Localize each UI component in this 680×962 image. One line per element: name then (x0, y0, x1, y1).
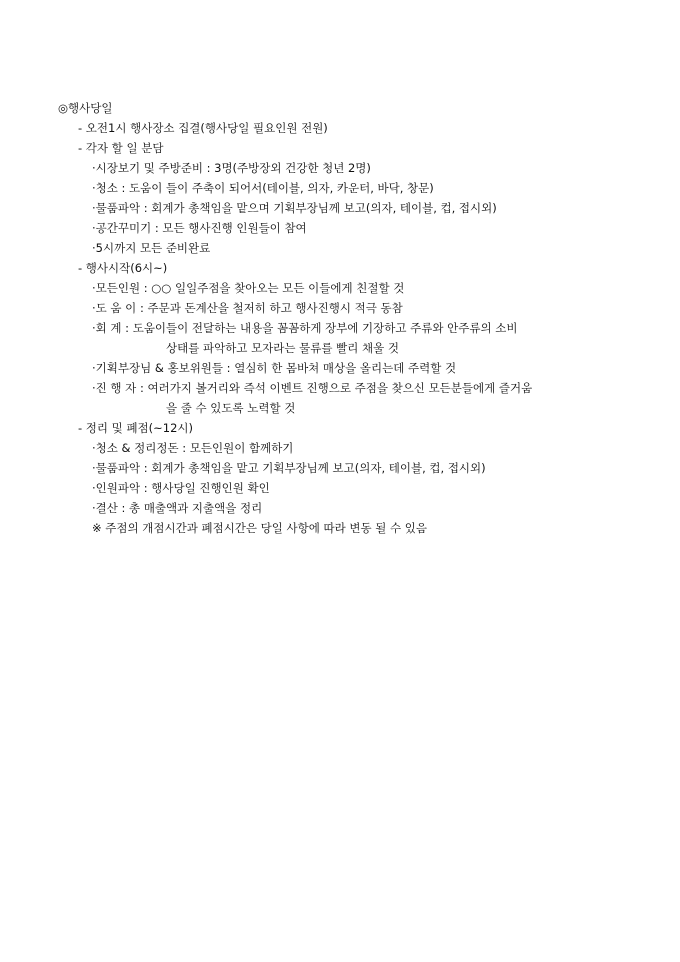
list-item: ·결산 : 총 매출액과 지출액을 정리 (92, 501, 263, 515)
list-item: ·도 움 이 : 주문과 돈계산을 철저히 하고 행사진행시 적극 동참 (92, 301, 403, 315)
section-heading-gathering: - 오전1시 행사장소 집결(행사당일 필요인원 전원) (78, 121, 328, 135)
list-item: ·청소 & 정리정돈 : 모든인원이 함께하기 (92, 441, 294, 455)
list-item: ·인원파악 : 행사당일 진행인원 확인 (92, 481, 270, 495)
list-item: ·공간꾸미기 : 모든 행사진행 인원들이 참여 (92, 221, 307, 235)
list-item: ·기획부장님 & 홍보위원들 : 열심히 한 몸바쳐 매상을 올리는데 주력할 것 (92, 361, 457, 375)
section-heading-role-assignment: - 각자 할 일 분담 (78, 141, 164, 155)
document-title: ◎행사당일 (58, 101, 113, 115)
list-item: ·시장보기 및 주방준비 : 3명(주방장외 건강한 청년 2명) (92, 161, 371, 175)
list-item: ·물품파악 : 회계가 총책임을 맡으며 기획부장님께 보고(의자, 테이블, 컵, 접시외) (92, 201, 497, 215)
list-item: ·물품파악 : 회계가 총책임을 맡고 기획부장님께 보고(의자, 테이블, 컵, 접시외) (92, 461, 486, 475)
list-item: ·청소 : 도움이 들이 주축이 되어서(테이블, 의자, 카운터, 바닥, 창문) (92, 181, 434, 195)
list-item: ·모든인원 : ○○ 일일주점을 찾아오는 모든 이들에게 친절할 것 (92, 281, 405, 295)
section-heading-closing: - 정리 및 폐점(~12시) (78, 421, 194, 435)
list-item: ·진 행 자 : 여러가지 볼거리와 즉석 이벤트 진행으로 주점을 찾으신 모든분들에게 즐거움 (92, 381, 533, 395)
list-item-continuation: 상태를 파악하고 모자라는 물류를 빨리 채울 것 (166, 341, 400, 355)
list-item: ·5시까지 모든 준비완료 (92, 241, 211, 255)
list-item: ·회 계 : 도움이들이 전달하는 내용을 꼼꼼하게 장부에 기장하고 주류와 안주류의 소비 (92, 321, 518, 335)
section-heading-event-start: - 행사시작(6시~) (78, 261, 168, 275)
note: ※ 주점의 개점시간과 폐점시간은 당일 사항에 따라 변동 될 수 있음 (92, 521, 428, 535)
list-item-continuation: 을 줄 수 있도록 노력할 것 (166, 401, 296, 415)
